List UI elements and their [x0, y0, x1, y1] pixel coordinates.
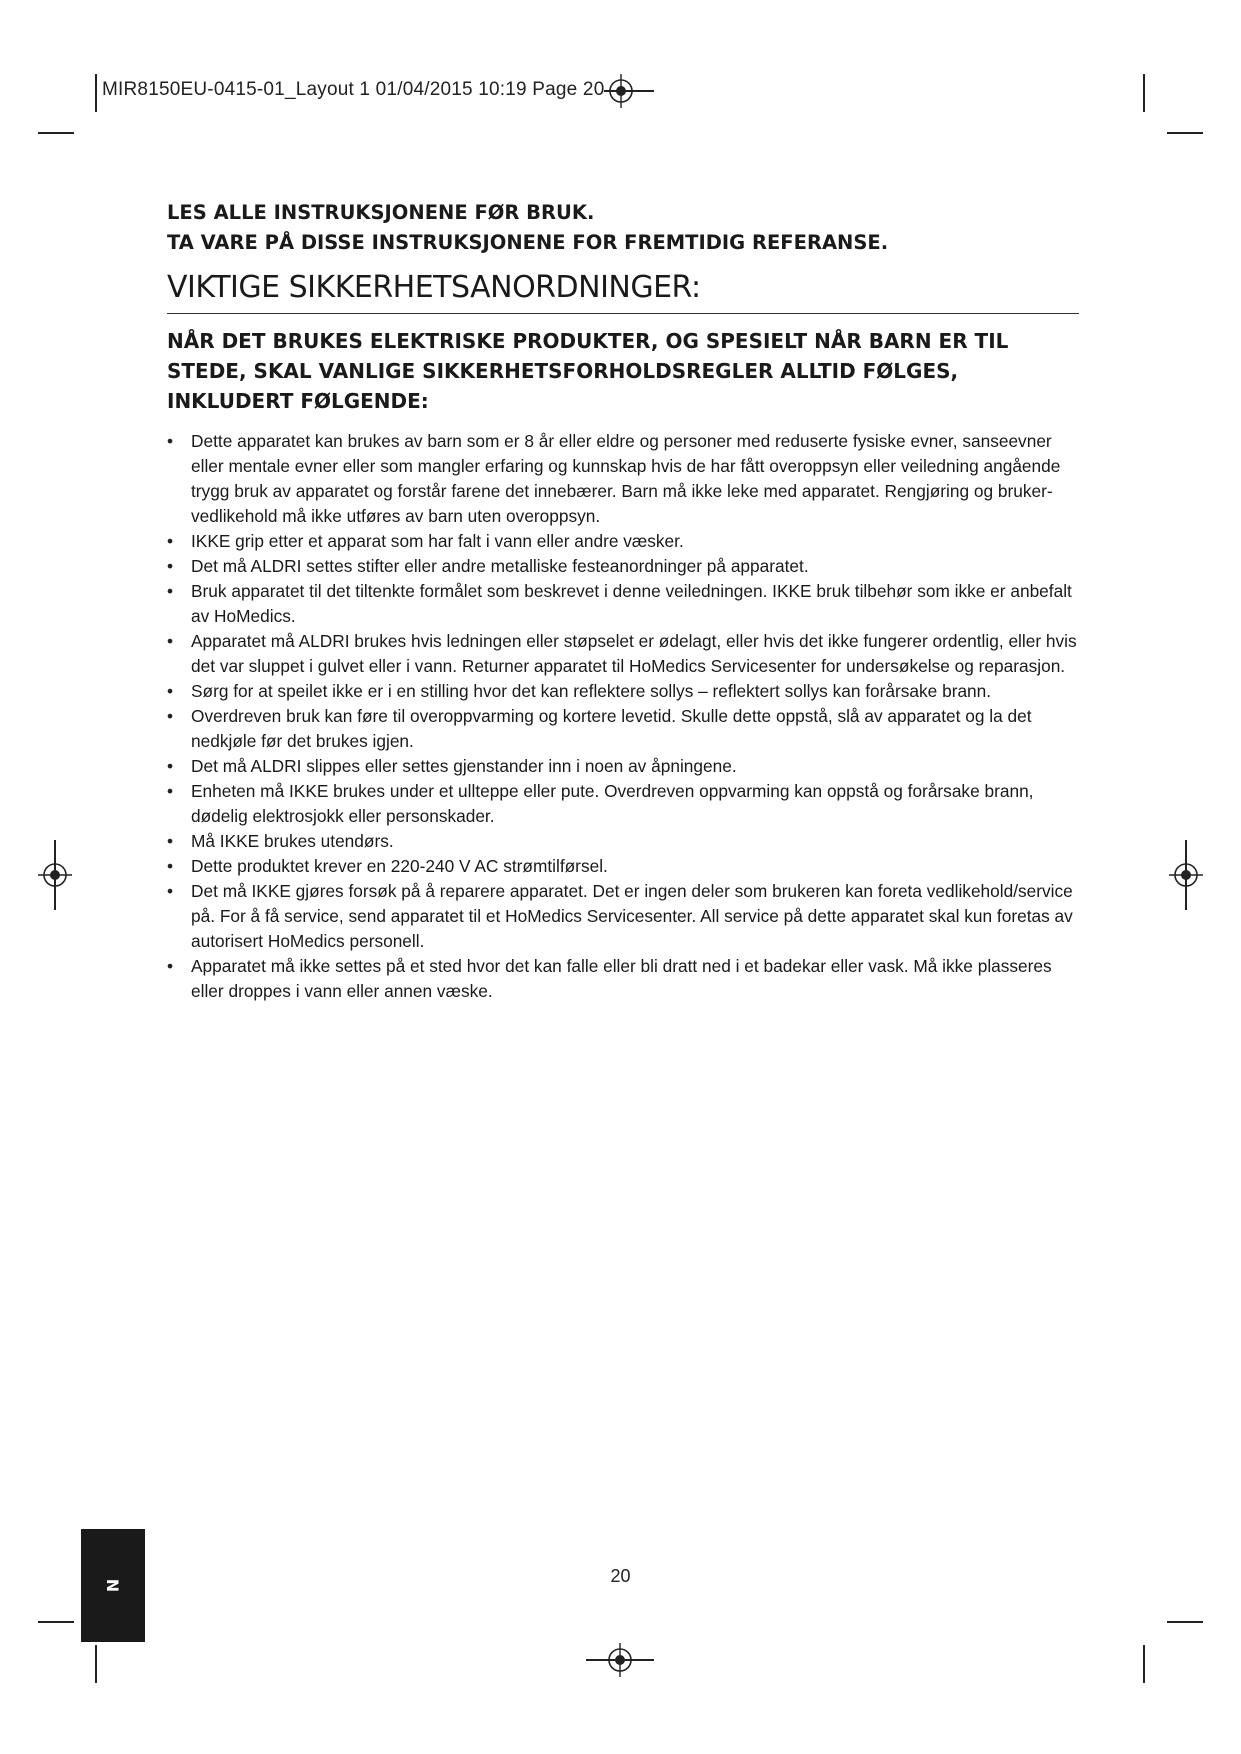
crop-mark-top-left-horizontal	[38, 132, 74, 134]
language-tab-label: N	[103, 1578, 123, 1593]
title-divider	[167, 313, 1079, 314]
list-item: • Apparatet må ikke settes på et sted hvor det kan falle eller bli dratt ned i et badekar eller vask. Må ikke plasseres eller droppes i vann eller annen væske.	[167, 954, 1079, 1004]
page-content	[167, 198, 1079, 1004]
registration-mark-left-icon	[37, 857, 73, 893]
list-item: • Sørg for at speilet ikke er i en stilling hvor det kan reflektere sollys – reflektert sollys kan forårsake brann.	[167, 679, 1079, 704]
page-number: 20	[610, 1566, 631, 1586]
registration-mark-right-icon	[1168, 857, 1204, 893]
crop-mark-bottom-right-horizontal	[1167, 1621, 1203, 1623]
crop-mark-top-right-horizontal	[1167, 132, 1203, 134]
print-slug: MIR8150EU-0415-01_Layout 1 01/04/2015 10:19 Page 20	[102, 79, 605, 100]
list-item: • Apparatet må ALDRI brukes hvis ledningen eller støpselet er ødelagt, eller hvis det ikke fungerer ordentlig, eller hvis det var sluppet i gulvet eller i vann. Returner apparatet til HoMedics Servicesenter for undersøkelse og reparasjon.	[167, 629, 1079, 679]
list-item: • IKKE grip etter et apparat som har falt i vann eller andre væsker.	[167, 529, 1079, 554]
list-item: • Må IKKE brukes utendørs.	[167, 829, 1079, 854]
list-item: • Det må IKKE gjøres forsøk på å reparere apparatet. Det er ingen deler som brukeren kan foreta vedlikehold/service på. For å få service, send apparatet til et HoMedics Servicesenter. All service på dette apparatet skal kun foretas av autorisert HoMedics personell.	[167, 879, 1079, 954]
intro-line-1: LES ALLE INSTRUKSJONENE FØR BRUK.	[167, 201, 595, 224]
list-item: • Enheten må IKKE brukes under et ullteppe eller pute. Overdreven oppvarming kan oppstå og forårsake brann, dødelig elektrosjokk eller personskader.	[167, 779, 1079, 829]
list-item: • Bruk apparatet til det tiltenkte formålet som beskrevet i denne veiledningen. IKKE bruk tilbehør som ikke er anbefalt av HoMedics.	[167, 579, 1079, 629]
intro-line-2: TA VARE PÅ DISSE INSTRUKSJONENE FOR FREMTIDIG REFERANSE.	[167, 231, 889, 254]
list-item: • Dette apparatet kan brukes av barn som er 8 år eller eldre og personer med reduserte fysiske evner, sanseevner eller mentale evner eller som mangler erfaring og kunnskap hvis de har fått overoppsyn eller veiledning angående trygg bruk av apparatet og forstår farene det innebærer. Barn må ikke leke med apparatet. Rengjøring og bruker- vedlikehold må ikke utføres av barn uten overoppsyn.	[167, 429, 1079, 529]
list-item: • Dette produktet krever en 220-240 V AC strømtilførsel.	[167, 854, 1079, 879]
crop-mark-bottom-left-horizontal	[38, 1621, 74, 1623]
crop-mark-top-left-vertical	[95, 74, 97, 112]
list-item: • Overdreven bruk kan føre til overoppvarming og kortere levetid. Skulle dette oppstå, slå av apparatet og la det nedkjøle før det brukes igjen.	[167, 704, 1079, 754]
safety-subheading: NÅR DET BRUKES ELEKTRISKE PRODUKTER, OG SPESIELT NÅR BARN ER TIL STEDE, SKAL VANLIGE SIKKERHETSFORHOLDSREGLER ALLTID FØLGES, INKLUDERT FØLGENDE:	[167, 329, 1009, 413]
crop-mark-bottom-left-vertical	[95, 1645, 97, 1683]
list-item: • Det må ALDRI settes stifter eller andre metalliske festeanordninger på apparatet.	[167, 554, 1079, 579]
safety-list	[167, 429, 1079, 1004]
list-item: • Det må ALDRI slippes eller settes gjenstander inn i noen av åpningene.	[167, 754, 1079, 779]
section-title: VIKTIGE SIKKERHETSANORDNINGER:	[167, 270, 701, 305]
crop-mark-top-right-vertical	[1143, 74, 1145, 112]
crop-mark-bottom-right-vertical	[1143, 1645, 1145, 1683]
registration-mark-bottom-icon	[602, 1642, 638, 1678]
registration-mark-top-icon	[603, 73, 639, 109]
